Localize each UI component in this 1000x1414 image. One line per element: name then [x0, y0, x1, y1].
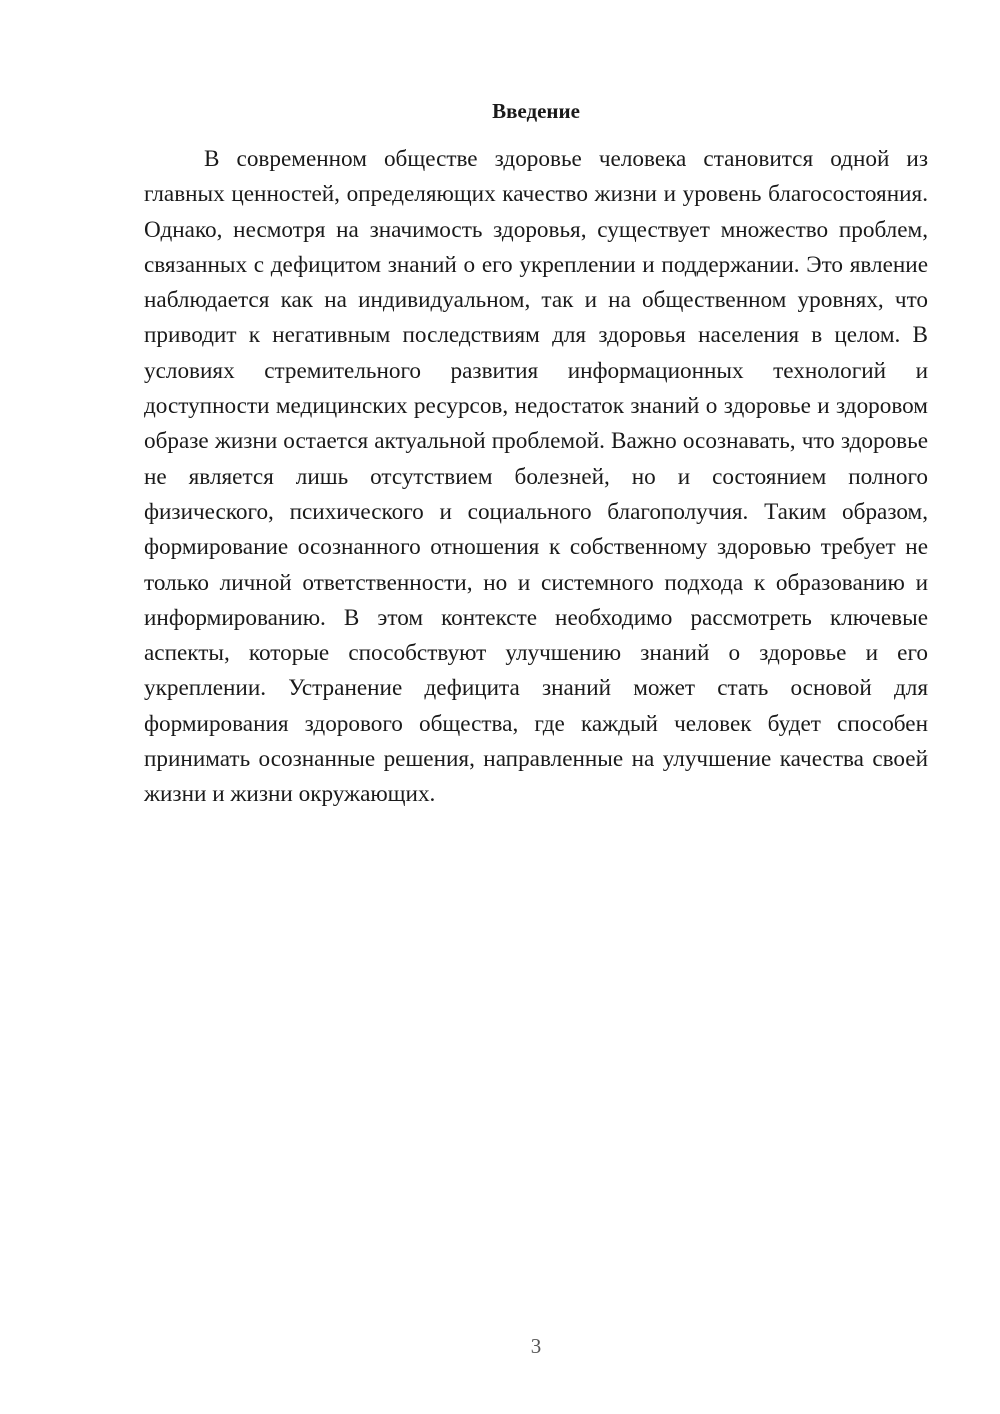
- body-paragraph: В современном обществе здоровье человека становится одной из главных ценностей, определяющих качество жизни и уровень благосостояния. Однако, несмотря на значимость здоровья, существует множество проблем, связанных с дефицитом знаний о его укреплении и поддержании. Это явление наблюдается как на индивидуальном, так и на общественном уровнях, что приводит к негативным последствиям для здоровья населения в целом. В условиях стремительного развития информационных технологий и доступности медицинских ресурсов, недостаток знаний о здоровье и здоровом образе жизни остается актуальной проблемой. Важно осознавать, что здоровье не является лишь отсутствием болезней, но и состоянием полного физического, психического и социального благополучия. Таким образом, формирование осознанного отношения к собственному здоровью требует не только личной ответственности, но и системного подхода к образованию и информированию. В этом контексте необходимо рассмотреть ключевые аспекты, которые способствуют улучшению знаний о здоровье и его укреплении. Устранение дефицита знаний может стать основой для формирования здорового общества, где каждый человек будет способен принимать осознанные решения, направленные на улучшение качества своей жизни и жизни окружающих.: [144, 146, 928, 808]
- section-title: Введение: [492, 99, 580, 123]
- page-number: 3: [530, 1334, 542, 1358]
